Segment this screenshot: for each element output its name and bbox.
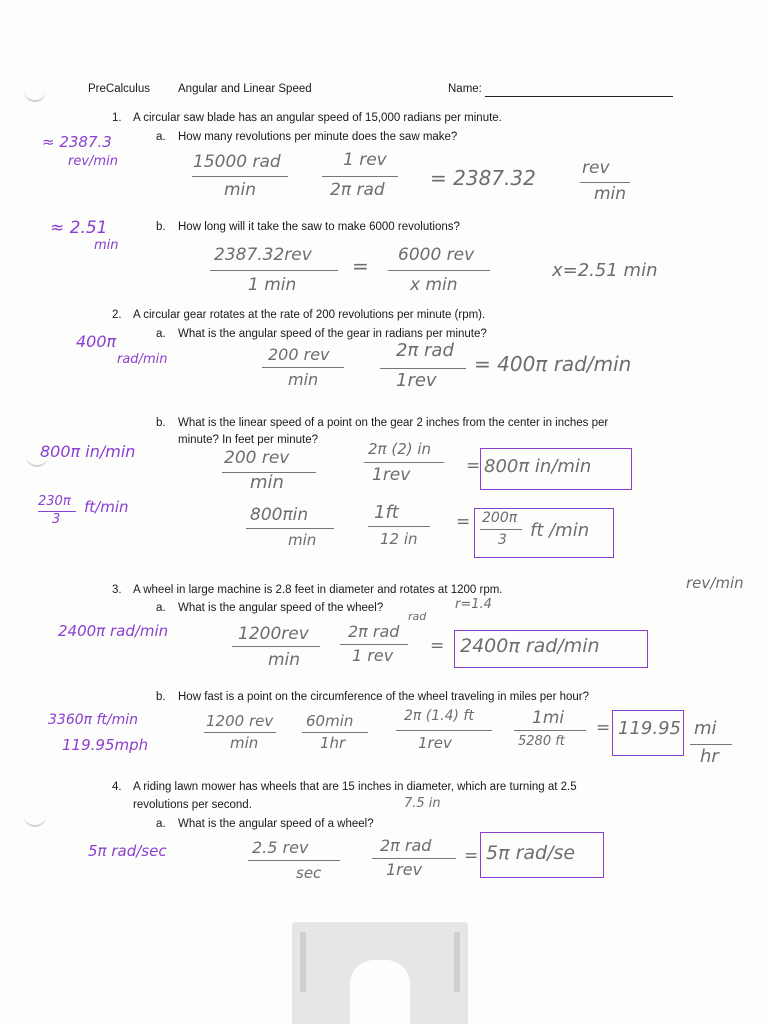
p3b-fraction2-num: 60min bbox=[306, 712, 354, 730]
p2b-equals-2: = bbox=[456, 512, 471, 532]
p2b-fraction1-num: 200 rev bbox=[224, 448, 290, 468]
p2b-fraction3-num: 800πin bbox=[250, 505, 309, 525]
p1b-fraction1-bar bbox=[210, 270, 338, 271]
p2b-answer-ft-unit: ft /min bbox=[530, 520, 590, 541]
p1b-fraction2-num: 6000 rev bbox=[398, 245, 475, 265]
p1b-fraction2-den: x min bbox=[410, 275, 458, 295]
p3a-fraction1-bar bbox=[232, 646, 320, 647]
p1b-equals: = bbox=[352, 254, 369, 278]
p3b-answer-unit-bar bbox=[690, 744, 732, 745]
p3-note-rev-min: rev/min bbox=[686, 574, 744, 592]
p2b-answer-ft-den: 3 bbox=[498, 532, 507, 548]
p3a-answer: 2400π rad/min bbox=[460, 635, 600, 657]
p4a-fraction1-den: sec bbox=[296, 864, 322, 882]
p3b-fraction4-den: 5280 ft bbox=[518, 734, 565, 749]
problem-3a-label: a. bbox=[156, 602, 166, 614]
p3a-fraction1-den: min bbox=[268, 650, 301, 670]
p2b-side-answer-ft-unit: ft/min bbox=[84, 498, 129, 516]
p1a-side-answer: ≈ 2387.3 bbox=[42, 133, 112, 151]
p1a-result-unit-bar bbox=[580, 182, 630, 183]
p3b-fraction1-num: 1200 rev bbox=[206, 712, 274, 730]
problem-3a-question: What is the angular speed of the wheel? bbox=[178, 602, 384, 614]
p1b-fraction2-bar bbox=[388, 270, 490, 271]
p3b-answer: 119.95 bbox=[618, 718, 681, 739]
p3a-fraction2-den: 1 rev bbox=[352, 646, 394, 665]
p2a-fraction2-num: 2π rad bbox=[396, 340, 454, 361]
p3b-fraction4-num: 1mi bbox=[532, 708, 565, 728]
p4a-answer: 5π rad/se bbox=[486, 842, 576, 864]
p3b-side-answer-mph: 119.95mph bbox=[62, 736, 149, 754]
p2b-fraction2-den: 1rev bbox=[372, 465, 411, 485]
worksheet-topic: Angular and Linear Speed bbox=[178, 83, 312, 95]
problem-2b-question-line1: What is the linear speed of a point on the gear 2 inches from the center in inches per bbox=[178, 417, 609, 429]
p2a-fraction2-den: 1rev bbox=[396, 370, 437, 391]
p3b-answer-unit-den: hr bbox=[700, 746, 719, 767]
p2b-side-answer-ft-den: 3 bbox=[52, 512, 61, 527]
punch-hole-mark bbox=[24, 90, 46, 102]
problem-4-text-line1: A riding lawn mower has wheels that are 15 inches in diameter, which are turning at 2.5 bbox=[133, 781, 577, 793]
problem-2b-question-line2: minute? In feet per minute? bbox=[178, 434, 318, 446]
p4a-fraction1-num: 2.5 rev bbox=[252, 838, 309, 857]
p1a-side-unit: rev/min bbox=[68, 154, 118, 169]
p3b-fraction4-bar bbox=[514, 730, 586, 731]
p1b-answer: x=2.51 min bbox=[552, 260, 658, 281]
name-label: Name: bbox=[448, 83, 482, 95]
p1b-fraction1-den: 1 min bbox=[248, 275, 297, 295]
problem-2a-question: What is the angular speed of the gear in radians per minute? bbox=[178, 328, 487, 340]
p2b-side-answer-ft-num: 230π bbox=[38, 494, 71, 509]
p2b-fraction3-bar bbox=[246, 528, 334, 529]
course-title: PreCalculus bbox=[88, 83, 150, 95]
p4a-fraction2-bar bbox=[372, 858, 456, 859]
p1a-result: = 2387.32 bbox=[430, 166, 536, 190]
binder-clip-slot bbox=[350, 960, 410, 1024]
p1b-side-answer: ≈ 2.51 bbox=[50, 218, 108, 238]
p4-note-radius: 7.5 in bbox=[404, 796, 441, 811]
problem-4-text-line2: revolutions per second. bbox=[133, 799, 252, 811]
name-line bbox=[485, 96, 673, 97]
problem-1a-question: How many revolutions per minute does the saw make? bbox=[178, 131, 458, 143]
p3-note-radius: r=1.4 bbox=[455, 597, 492, 612]
p4a-fraction1-bar bbox=[248, 860, 340, 861]
problem-4a-label: a. bbox=[156, 818, 166, 830]
p3a-side-answer: 2400π rad/min bbox=[58, 622, 169, 640]
p3b-fraction3-bar bbox=[396, 730, 492, 731]
p1a-fraction1-bar bbox=[192, 176, 288, 177]
p2a-fraction1-num: 200 rev bbox=[268, 345, 330, 364]
p2b-fraction2-bar bbox=[364, 462, 444, 463]
p2b-answer-in: 800π in/min bbox=[484, 456, 592, 477]
p1a-fraction2-num: 1 rev bbox=[343, 150, 387, 170]
p2b-equals-1: = bbox=[466, 456, 481, 476]
p3b-answer-unit-num: mi bbox=[694, 718, 717, 739]
problem-1a-label: a. bbox=[156, 131, 166, 143]
problem-1b-label: b. bbox=[156, 221, 166, 233]
binder-clip-rail bbox=[300, 932, 306, 992]
p3b-fraction3-den: 1rev bbox=[418, 734, 452, 752]
p2b-fraction3-den: min bbox=[288, 531, 317, 549]
problem-4-number: 4. bbox=[112, 781, 122, 793]
p3a-fraction2-num: 2π rad bbox=[348, 622, 400, 641]
p2a-side-answer: 400π bbox=[76, 332, 117, 351]
problem-1-text: A circular saw blade has an angular speed of 15,000 radians per minute. bbox=[133, 112, 502, 124]
p3a-fraction1-num: 1200rev bbox=[238, 624, 309, 644]
problem-2a-label: a. bbox=[156, 328, 166, 340]
p3b-fraction1-den: min bbox=[230, 734, 259, 752]
problem-3b-label: b. bbox=[156, 691, 166, 703]
p2b-fraction1-den: min bbox=[250, 472, 284, 493]
p3-note-rad: rad bbox=[408, 610, 427, 623]
p1a-result-unit-num: rev bbox=[582, 158, 610, 178]
p2a-result: = 400π rad/min bbox=[474, 352, 632, 376]
punch-hole-mark bbox=[24, 815, 46, 827]
p2b-answer-ft-num: 200π bbox=[482, 510, 518, 526]
problem-2b-label: b. bbox=[156, 417, 166, 429]
p2b-answer-ft-bar bbox=[480, 529, 522, 530]
p3b-equals: = bbox=[596, 718, 611, 738]
p2a-fraction2-bar bbox=[380, 368, 466, 369]
problem-1b-question: How long will it take the saw to make 6000 revolutions? bbox=[178, 221, 460, 233]
problem-3b-question: How fast is a point on the circumference of the wheel traveling in miles per hour? bbox=[178, 691, 590, 703]
p4a-fraction2-num: 2π rad bbox=[380, 836, 432, 855]
p1a-fraction1-num: 15000 rad bbox=[193, 152, 281, 172]
p2b-fraction4-bar bbox=[368, 526, 430, 527]
p1b-fraction1-num: 2387.32rev bbox=[214, 245, 312, 265]
problem-3-number: 3. bbox=[112, 584, 122, 596]
p2b-fraction4-den: 12 in bbox=[380, 530, 418, 548]
p2a-fraction1-bar bbox=[262, 367, 344, 368]
p2a-fraction1-den: min bbox=[288, 370, 319, 389]
p1a-fraction2-den: 2π rad bbox=[330, 180, 385, 200]
p1a-result-unit-den: min bbox=[594, 184, 627, 204]
problem-2-number: 2. bbox=[112, 309, 122, 321]
p4a-fraction2-den: 1rev bbox=[386, 860, 423, 879]
p2a-side-unit: rad/min bbox=[117, 352, 168, 367]
p3b-fraction2-den: 1hr bbox=[320, 734, 346, 752]
p3b-fraction3-num: 2π (1.4) ft bbox=[404, 708, 474, 724]
p1a-fraction2-bar bbox=[322, 176, 398, 177]
p3a-fraction2-bar bbox=[340, 644, 408, 645]
p2b-side-answer-in: 800π in/min bbox=[40, 442, 136, 461]
problem-1-number: 1. bbox=[112, 112, 122, 124]
p3b-fraction2-bar bbox=[302, 732, 368, 733]
p3b-fraction1-bar bbox=[204, 732, 276, 733]
p1a-fraction1-den: min bbox=[224, 180, 257, 200]
binder-clip-rail bbox=[454, 932, 460, 992]
p3a-equals: = bbox=[430, 636, 445, 656]
p3b-side-answer-ft: 3360π ft/min bbox=[48, 712, 139, 728]
p2b-fraction4-num: 1ft bbox=[374, 502, 399, 523]
p4a-side-answer: 5π rad/sec bbox=[88, 842, 167, 860]
problem-4a-question: What is the angular speed of a wheel? bbox=[178, 818, 374, 830]
p1b-side-unit: min bbox=[94, 238, 119, 253]
problem-2-text: A circular gear rotates at the rate of 200 revolutions per minute (rpm). bbox=[133, 309, 486, 321]
p4a-equals: = bbox=[464, 846, 479, 866]
problem-3-text: A wheel in large machine is 2.8 feet in diameter and rotates at 1200 rpm. bbox=[133, 584, 503, 596]
p2b-fraction2-num: 2π (2) in bbox=[368, 440, 432, 458]
